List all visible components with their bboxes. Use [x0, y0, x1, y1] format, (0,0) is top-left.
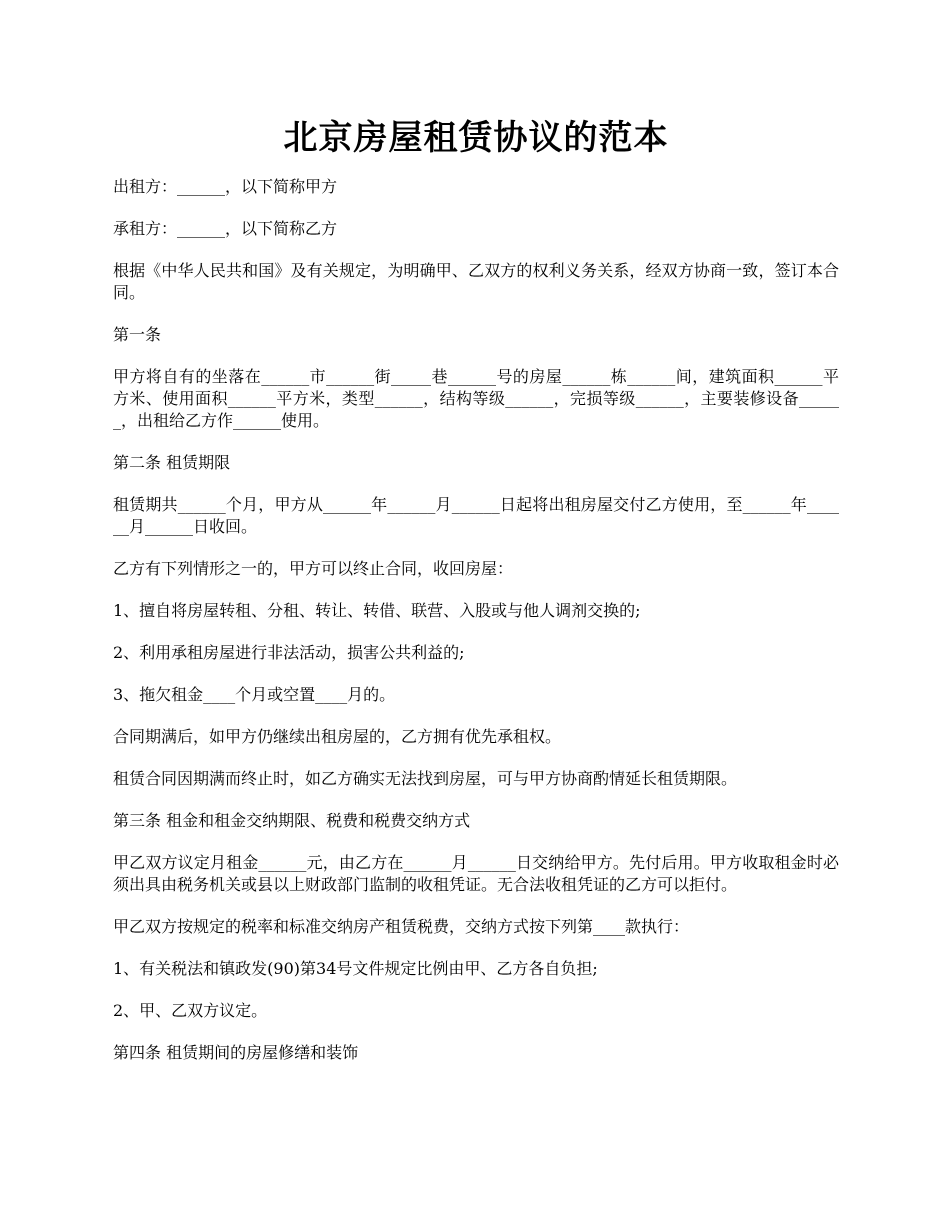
document-title: 北京房屋租赁协议的范本	[283, 118, 669, 158]
extension-paragraph: 租赁合同因期满而终止时，如乙方确实无法找到房屋，可与甲方协商酌情延长租赁期限。	[113, 769, 738, 788]
document-page	[113, 0, 839, 1064]
article-2-heading: 第二条 租赁期限	[113, 453, 231, 472]
article-3-heading: 第三条 租金和租金交纳期限、税费和税费交纳方式	[113, 811, 471, 830]
article-2-body: 租赁期共______个月，甲方从______年______月______日起将出租房屋交付乙方使用，至______年______月______日收回。	[113, 495, 839, 536]
article-3-body: 甲乙双方议定月租金______元，由乙方在______月______日交纳给甲方。先付后用。甲方收取租金时必须出具由税务机关或县以上财政部门监制的收租凭证。无合法收租凭证的乙方可以拒付。	[113, 853, 839, 894]
termination-item-2: 2、利用承租房屋进行非法活动，损害公共利益的;	[113, 643, 465, 662]
article-4-heading: 第四条 租赁期间的房屋修缮和装饰	[113, 1043, 359, 1062]
termination-item-3: 3、拖欠租金____个月或空置____月的。	[113, 685, 396, 704]
lessee-line: 承租方：______，以下简称乙方	[113, 219, 338, 238]
termination-item-1: 1、擅自将房屋转租、分租、转让、转借、联营、入股或与他人调剂交换的;	[113, 601, 641, 620]
lessor-line: 出租方：______，以下简称甲方	[113, 177, 338, 196]
priority-renewal-paragraph: 合同期满后，如甲方仍继续出租房屋的，乙方拥有优先承租权。	[113, 727, 562, 746]
termination-intro: 乙方有下列情形之一的，甲方可以终止合同，收回房屋：	[113, 559, 514, 578]
article-1-body: 甲方将自有的坐落在______市______街_____巷______号的房屋______栋______间，建筑面积______平方米、使用面积______平方米，类型______，结构等级______，完损等级______，主要装修设备______，出租给乙方作______使用。	[113, 367, 839, 430]
tax-item-2: 2、甲、乙双方议定。	[113, 1001, 268, 1020]
preamble-paragraph: 根据《中华人民共和国》及有关规定，为明确甲、乙双方的权利义务关系，经双方协商一致，签订本合同。	[113, 261, 839, 302]
tax-item-1: 1、有关税法和镇政发(90)第34号文件规定比例由甲、乙方各自负担;	[113, 959, 598, 978]
article-1-heading: 第一条	[113, 325, 162, 344]
tax-paragraph: 甲乙双方按规定的税率和标准交纳房产租赁税费，交纳方式按下列第____款执行：	[113, 917, 690, 936]
